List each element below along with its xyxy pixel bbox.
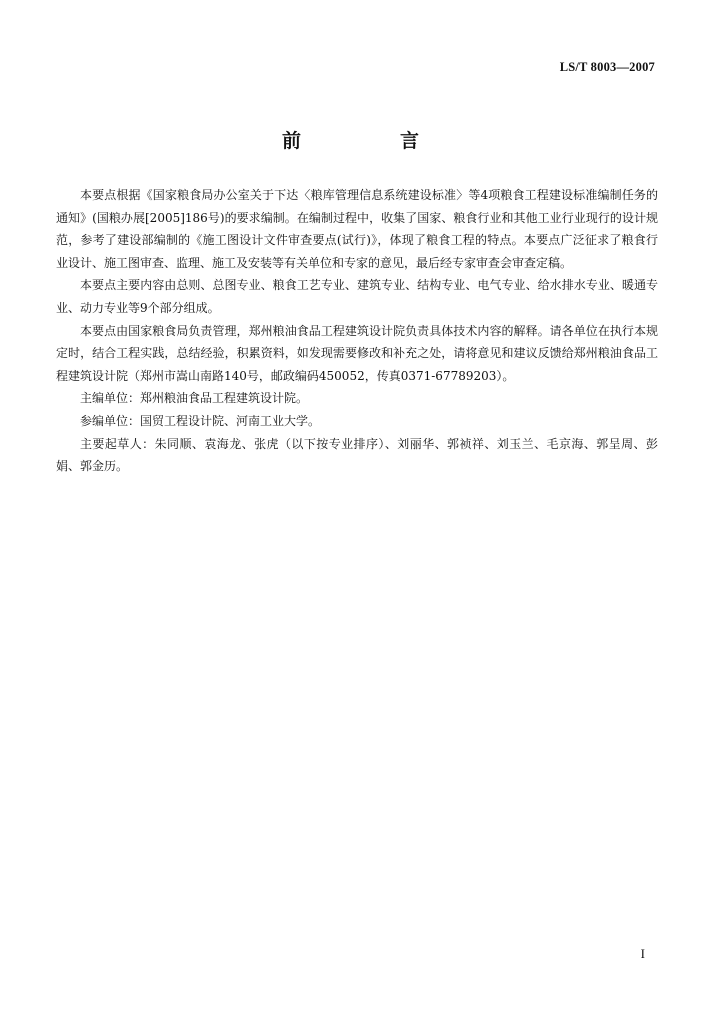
foreword-body <box>56 184 658 478</box>
paragraph-participating-units: 参编单位：国贸工程设计院、河南工业大学。 <box>80 413 321 428</box>
standard-code: LS/T 8003—2007 <box>559 60 655 74</box>
paragraph-contents: 本要点主要内容由总则、总图专业、粮食工艺专业、建筑专业、结构专业、电气专业、给水排水专业、暖通专业、动力专业等9个部分组成。 <box>56 278 658 315</box>
page-number: I <box>640 946 645 961</box>
paragraph-drafters: 主要起草人：朱同顺、袁海龙、张虎（以下按专业排序）、刘丽华、郭祯祥、刘玉兰、毛京海、郭呈周、彭娟、郭金历。 <box>56 436 658 474</box>
paragraph-management: 本要点由国家粮食局负责管理，郑州粮油食品工程建筑设计院负责具体技术内容的解释。请各单位在执行本规定时，结合工程实践，总结经验，积累资料，如发现需要修改和补充之处，请将意见和建议反馈给郑州粮油食品工程建筑设计院（郑州市嵩山南路140号，邮政编码450052，传真0371-67789203）。 <box>56 323 658 383</box>
paragraph-chief-editor: 主编单位：郑州粮油食品工程建筑设计院。 <box>80 391 309 406</box>
page-title: 前 言 <box>281 130 459 152</box>
paragraph-compilation-basis: 本要点根据《国家粮食局办公室关于下达〈粮库管理信息系统建设标准〉等4项粮食工程建设标准编制任务的通知》(国粮办展[2005]186号)的要求编制。在编制过程中，收集了国家、粮食行业和其他工业行业现行的设计规范，参考了建设部编制的《施工图设计文件审查要点(试行)》，体现了粮食工程的特点。本要点广泛征求了粮食行业设计、施工图审查、监理、施工及安装等有关单位和专家的意见，最后经专家审查会审查定稿。 <box>56 188 658 270</box>
